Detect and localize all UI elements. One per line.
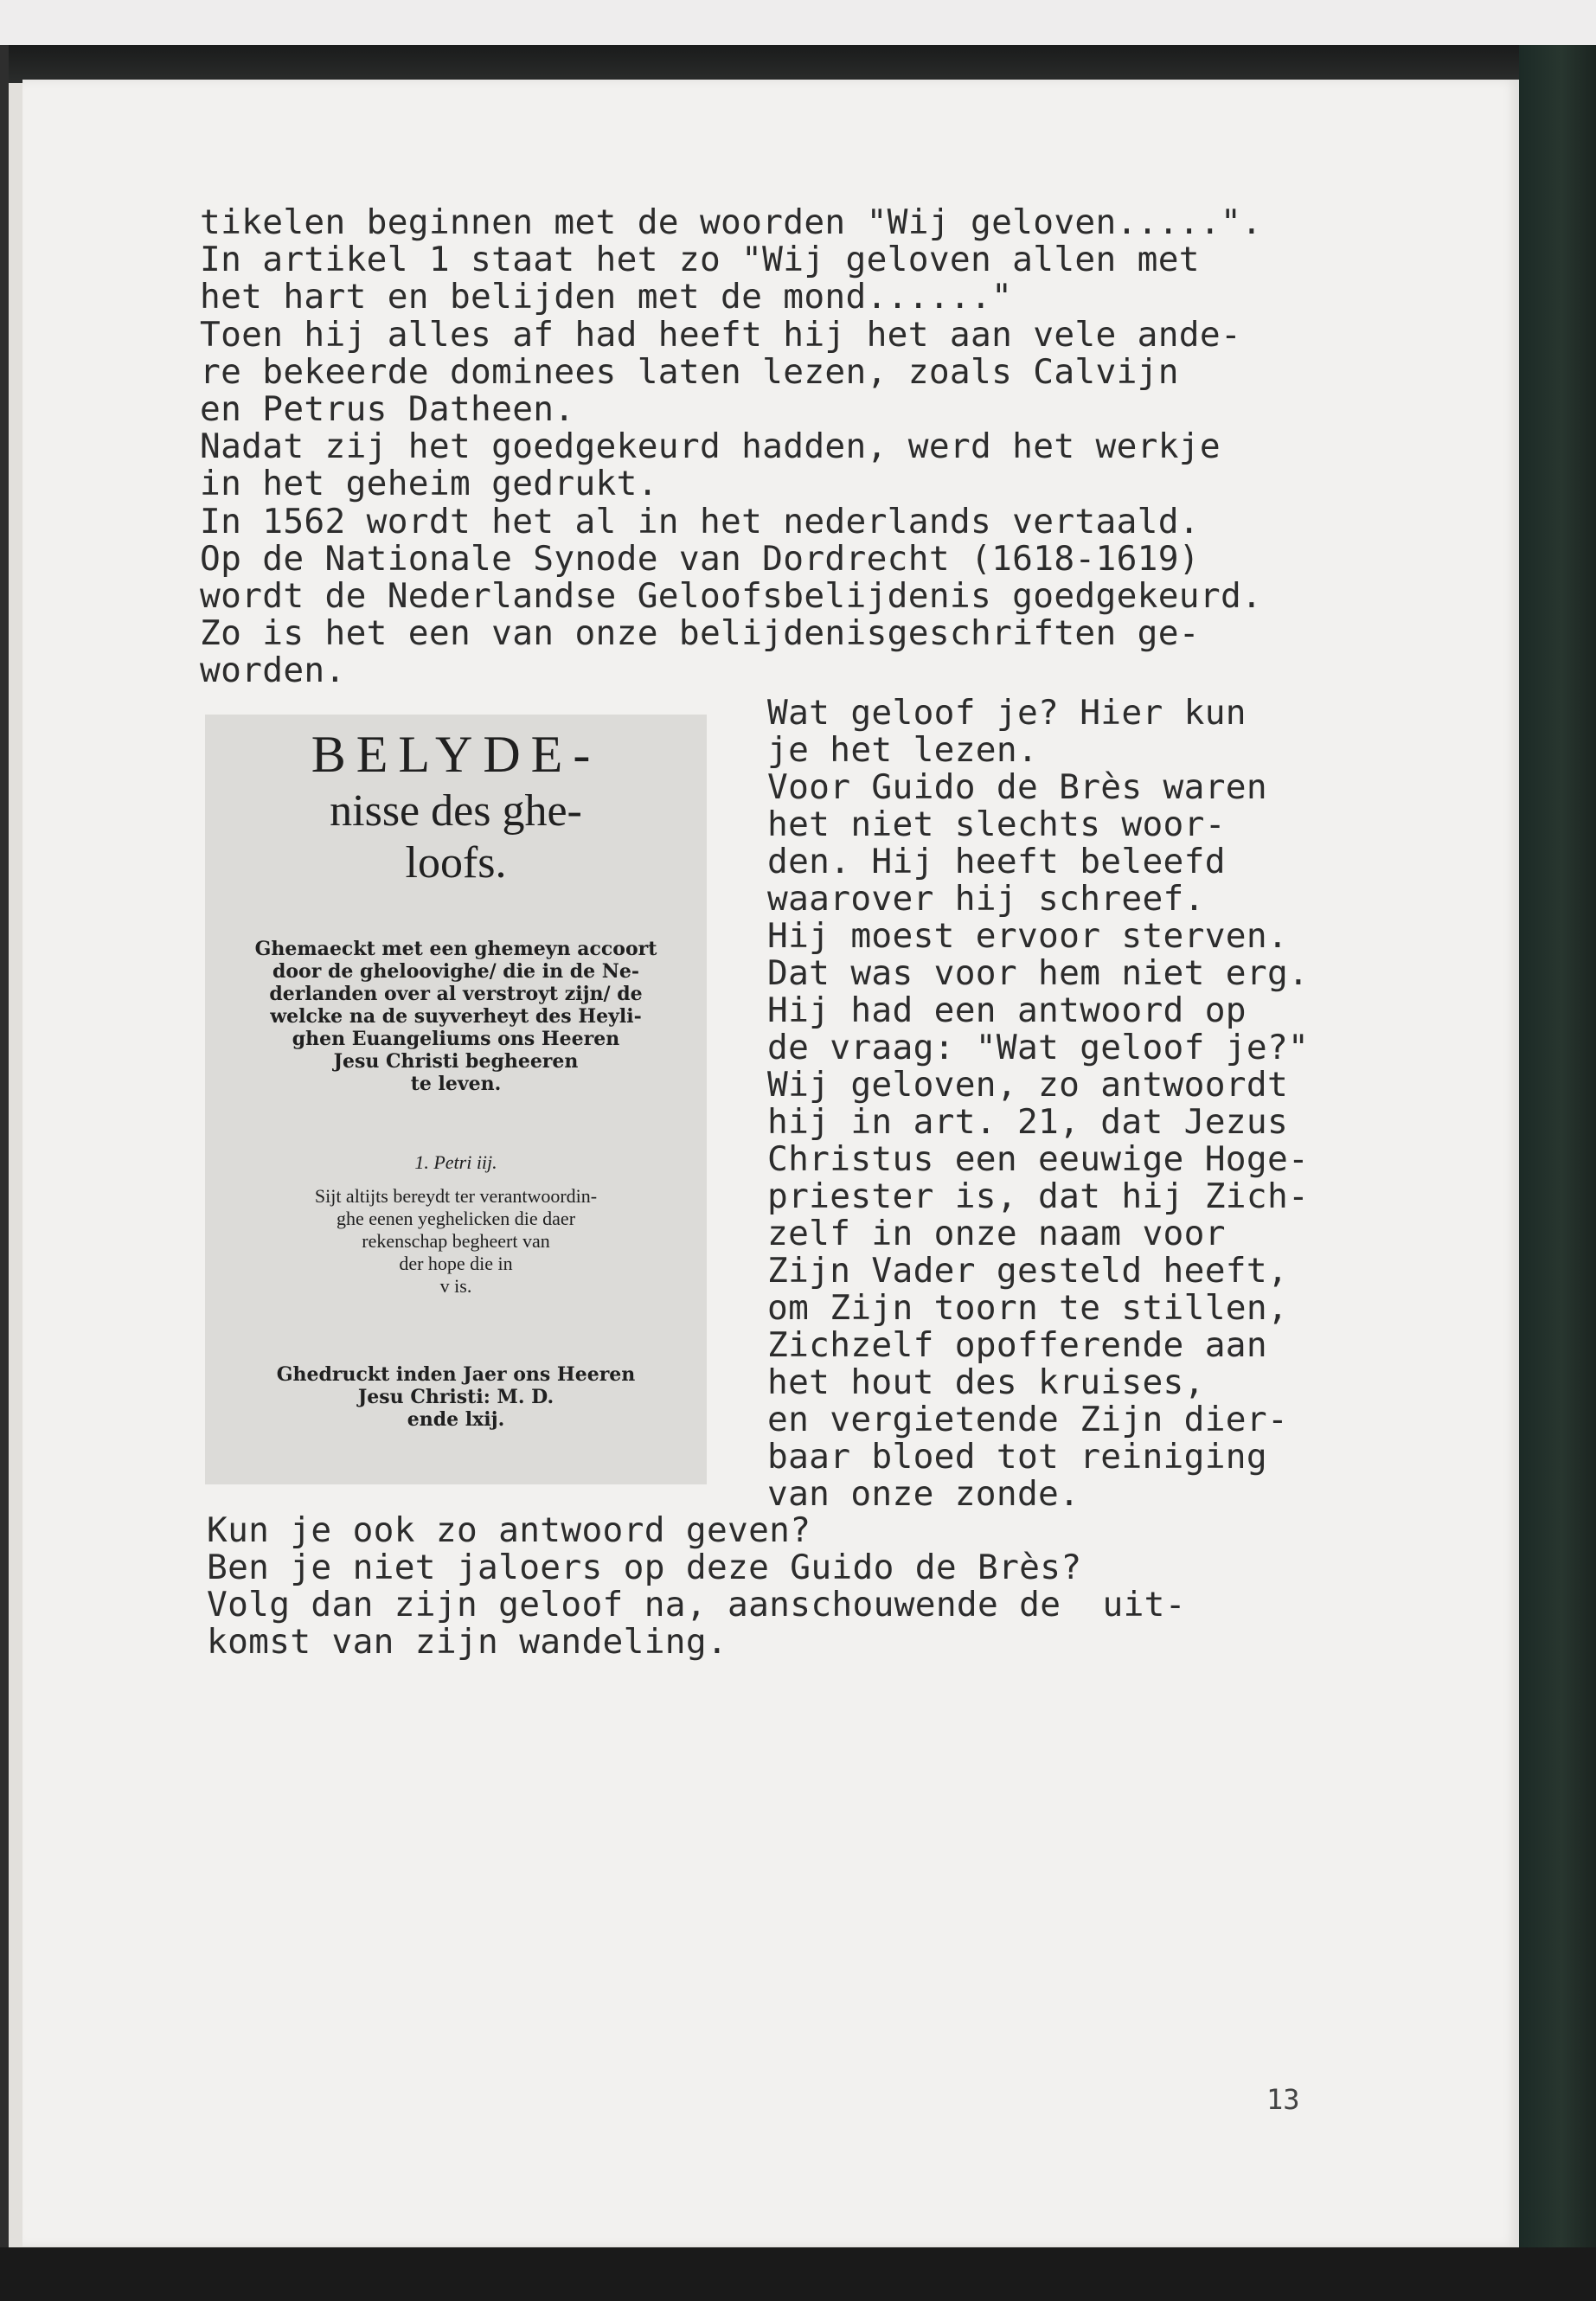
facsimile-reference: 1. Petri iij. (414, 1151, 497, 1173)
text-line: hij in art. 21, dat Jezus (767, 1102, 1289, 1142)
text-line: zelf in onze naam voor (767, 1214, 1226, 1253)
text-line: worden. (200, 651, 346, 690)
text-line: Zichzelf opofferende aan (767, 1325, 1267, 1365)
text-line: en vergietende Zijn dier- (767, 1400, 1289, 1439)
facsimile-subtitle: nisse des ghe- (330, 786, 582, 836)
text-line: Wat geloof je? Hier kun (767, 693, 1247, 733)
text-line: baar bloed tot reiniging (767, 1437, 1267, 1477)
facsimile-title: BELYDE- (311, 726, 601, 783)
text-line: Hij moest ervoor sterven. (767, 916, 1289, 956)
facsimile-line: Ghemaeckt met een ghemeyn accoort (254, 938, 657, 960)
page-number: 13 (1266, 2083, 1300, 2116)
text-line: Christus een eeuwige Hoge- (767, 1139, 1310, 1179)
facsimile-subtitle: loofs. (405, 838, 507, 888)
facsimile-line: Jesu Christi begheeren (333, 1050, 579, 1073)
text-line: in het geheim gedrukt. (200, 464, 658, 503)
text-line: de vraag: "Wat geloof je?" (767, 1028, 1310, 1067)
text-line: en Petrus Datheen. (200, 389, 575, 429)
binder-edge-right (1519, 45, 1596, 2259)
facsimile-line: ghen Euangeliums ons Heeren (292, 1028, 620, 1050)
text-line: In 1562 wordt het al in het nederlands vertaald. (200, 502, 1200, 542)
text-line: Dat was voor hem niet erg. (767, 953, 1310, 993)
text-line: het hart en belijden met de mond......" (200, 277, 1013, 317)
facsimile-title-page (205, 715, 707, 1484)
facsimile-line: Jesu Christi: M. D. (357, 1386, 554, 1408)
text-line: Volg dan zijn geloof na, aanschouwende de uit- (207, 1585, 1186, 1625)
text-line: wordt de Nederlandse Geloofsbelijdenis goedgekeurd. (200, 576, 1263, 616)
scan-background-top (0, 0, 1596, 45)
text-line: tikelen beginnen met de woorden "Wij geloven.....". (200, 202, 1263, 242)
text-line: In artikel 1 staat het zo "Wij geloven allen met (200, 240, 1200, 279)
text-line: komst van zijn wandeling. (207, 1622, 728, 1662)
facsimile-line: rekenschap begheert van (362, 1230, 550, 1252)
text-line: Zo is het een van onze belijdenisgeschriften ge- (200, 613, 1200, 653)
text-line: Voor Guido de Brès waren (767, 767, 1267, 807)
text-line: Toen hij alles af had heeft hij het aan vele ande- (200, 315, 1242, 355)
facsimile-line: ende lxij. (407, 1408, 505, 1431)
facsimile-line: Ghedruckt inden Jaer ons Heeren (276, 1363, 636, 1386)
binder-edge-bottom (0, 2247, 1596, 2301)
text-line: den. Hij heeft beleefd (767, 842, 1226, 881)
text-line: re bekeerde dominees laten lezen, zoals Calvijn (200, 352, 1179, 392)
text-line: Op de Nationale Synode van Dordrecht (1618-1619) (200, 539, 1200, 579)
binder-edge-top (0, 45, 1596, 83)
text-line: je het lezen. (767, 730, 1039, 770)
text-line: Ben je niet jaloers op deze Guido de Brès? (207, 1548, 1082, 1587)
facsimile-line: Sijt altijts bereydt ter verantwoordin- (314, 1185, 598, 1207)
text-line: Wij geloven, zo antwoordt (767, 1065, 1289, 1105)
facsimile-line: door de gheloovighe/ die in de Ne- (272, 960, 639, 983)
text-line: Nadat zij het goedgekeurd hadden, werd het werkje (200, 426, 1221, 466)
text-line: Kun je ook zo antwoord geven? (207, 1510, 811, 1550)
text-line: van onze zonde. (767, 1474, 1080, 1514)
text-line: het niet slechts woor- (767, 804, 1226, 844)
facsimile-line: der hope die in (399, 1253, 513, 1274)
facsimile-line: te leven. (410, 1073, 502, 1095)
text-line: het hout des kruises, (767, 1362, 1205, 1402)
text-line: priester is, dat hij Zich- (767, 1176, 1310, 1216)
facsimile-line: ghe eenen yeghelicken die daer (336, 1208, 576, 1229)
text-line: Hij had een antwoord op (767, 990, 1247, 1030)
facsimile-line: welcke na de suyverheyt des Heyli- (270, 1005, 642, 1028)
facsimile-line: derlanden over al verstroyt zijn/ de (269, 983, 643, 1005)
binder-edge-left (0, 45, 9, 2259)
facsimile-line: v is. (439, 1275, 472, 1297)
text-line: Zijn Vader gesteld heeft, (767, 1251, 1289, 1291)
text-line: waarover hij schreef. (767, 879, 1205, 919)
text-line: om Zijn toorn te stillen, (767, 1288, 1289, 1328)
